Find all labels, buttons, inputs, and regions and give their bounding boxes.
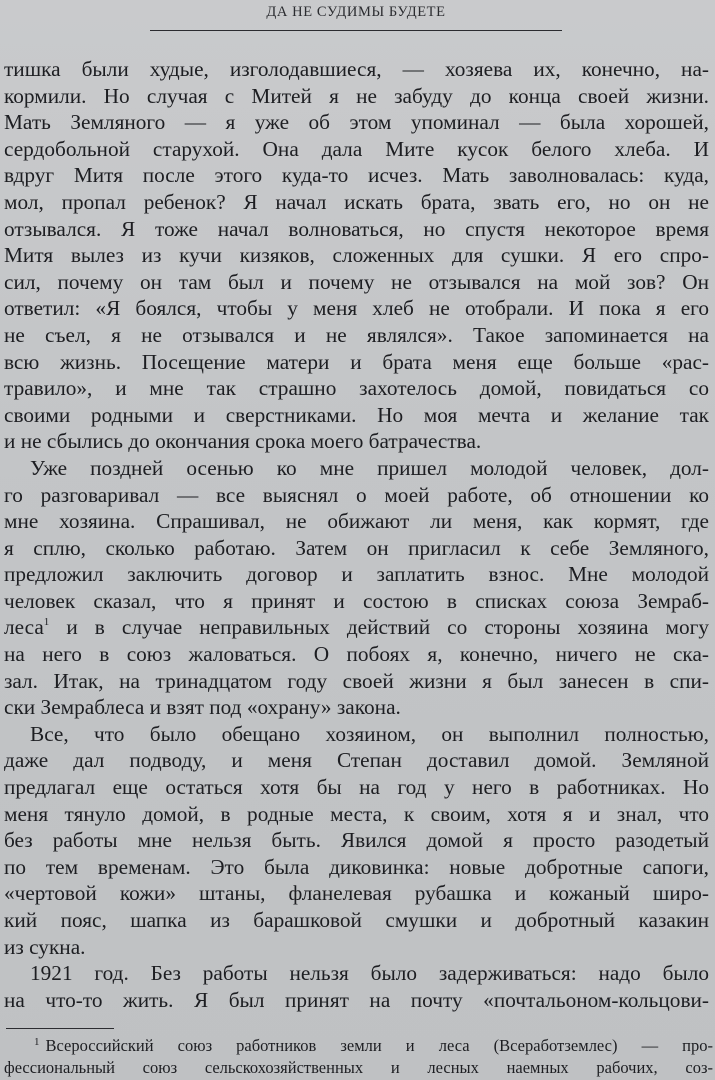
text-line: мол, пропал ребенок? Я начал искать брата, звать его, но он не [4, 189, 709, 214]
paragraph-start-line: 1921 год. Без работы нельзя было задерживаться: надо было [30, 961, 709, 986]
paragraph-start-line: Все, что было обещано хозяином, он выполнил полностью, [30, 721, 709, 746]
footnote-reference[interactable]: 1 [43, 616, 50, 629]
text-line: го разговаривал — все выяснял о моей работе, об отношении ко [4, 482, 709, 507]
footnote-line: фессиональный союз сельскохозяйственных и лесных наемных рабочих, соз- [4, 1058, 713, 1077]
text-line: «чертовой кожи» штаны, фланелевая рубашка и кожаный широ- [4, 881, 709, 906]
text-line: без работы мне нельзя быть. Явился домой я просто разодетый [4, 828, 709, 853]
footnote [4, 1035, 713, 1079]
text-segment: и в случае неправильных действий со стороны хозяина могу [49, 615, 709, 640]
text-line-with-footnote [4, 614, 709, 641]
text-line: не съел, я не отзывался и не являлся». Такое запоминается на [4, 322, 709, 347]
footnote-rule [6, 1028, 114, 1029]
paragraph-end-line: и не сбылись до окончания срока моего батрачества. [4, 429, 482, 454]
text-line: тишка были худые, изголодавшиеся, — хозяева их, конечно, на- [4, 57, 709, 81]
text-line: сил, почему он там был и почему не отзывался на мой зов? Он [4, 269, 709, 294]
text-line: на что-то жить. Я был принят на почту «почтальоном-кольцови- [4, 987, 709, 1012]
paragraph-end-line: ски Земраблеса и взят под «охрану» закона. [4, 695, 401, 720]
text-line: кий пояс, шапка из барашковой смушки и добротный казакин [4, 908, 709, 932]
text-line: мне хозяина. Спрашивал, не обижают ли меня, как кормят, где [4, 509, 709, 534]
text-line: по тем временам. Это была диковинка: новые добротные сапоги, [4, 854, 709, 879]
running-header: ДА НЕ СУДИМЫ БУДЕТЕ [266, 4, 446, 20]
text-line: отзывался. Я тоже начал волноваться, но спустя некоторое время [4, 216, 709, 241]
text-line: Митя вылез из кучи кизяков, сложенных для сушки. Я его спро- [4, 243, 709, 268]
paragraph-start-line: Уже поздней осенью ко мне пришел молодой человек, дол- [30, 455, 709, 480]
footnote-text: Всероссийский союз работников земли и леса (Всеработземлес) — про- [45, 1036, 713, 1055]
text-line: Мать Земляного — я уже об этом упоминал — была хорошей, [4, 110, 709, 135]
header-rule [150, 30, 562, 31]
text-line: всю жизнь. Посещение матери и брата меня еще больше «рас- [4, 349, 709, 374]
text-line: предлагал еще остаться хотя бы на год у него в работниках. Но [4, 775, 709, 800]
footnote-line [4, 1035, 713, 1057]
paragraph-end-line: из сукна. [4, 934, 86, 959]
text-line: сердобольной старухой. Она дала Мите кусок белого хлеба. И [4, 136, 709, 161]
text-line: предложил заключить договор и заплатить взнос. Мне молодой [4, 562, 709, 587]
text-line: меня тянуло домой, в родные места, к своим, хотя я и знал, что [4, 801, 709, 826]
body-text [4, 56, 709, 1013]
text-line: ответил: «Я боялся, чтобы у меня хлеб не отобрали. И пока я его [4, 296, 709, 321]
text-line: даже дал подводу, и меня Степан доставил домой. Земляной [4, 748, 709, 773]
text-line: своими родными и сверстниками. Но моя мечта и желание так [4, 402, 709, 427]
footnote-marker: 1 [34, 1036, 40, 1048]
text-line: вдруг Митя после этого куда-то исчез. Мать заволновалась: куда, [4, 163, 709, 188]
text-line: человек сказал, что я принят и состою в списках союза Земраб- [4, 588, 709, 613]
text-line: зал. Итак, на тринадцатом году своей жизни я был занесен в спи- [4, 668, 709, 693]
text-line: на него в союз жаловаться. О побоях я, конечно, ничего не ска- [4, 642, 709, 667]
text-segment: леса [4, 615, 44, 640]
text-line: кормили. Но случая с Митей я не забуду до конца своей жизни. [4, 83, 709, 108]
text-line: я сплю, сколько работаю. Затем он пригласил к себе Земляного, [4, 535, 709, 560]
text-line: травило», и мне так страшно захотелось домой, повидаться со [4, 376, 709, 401]
